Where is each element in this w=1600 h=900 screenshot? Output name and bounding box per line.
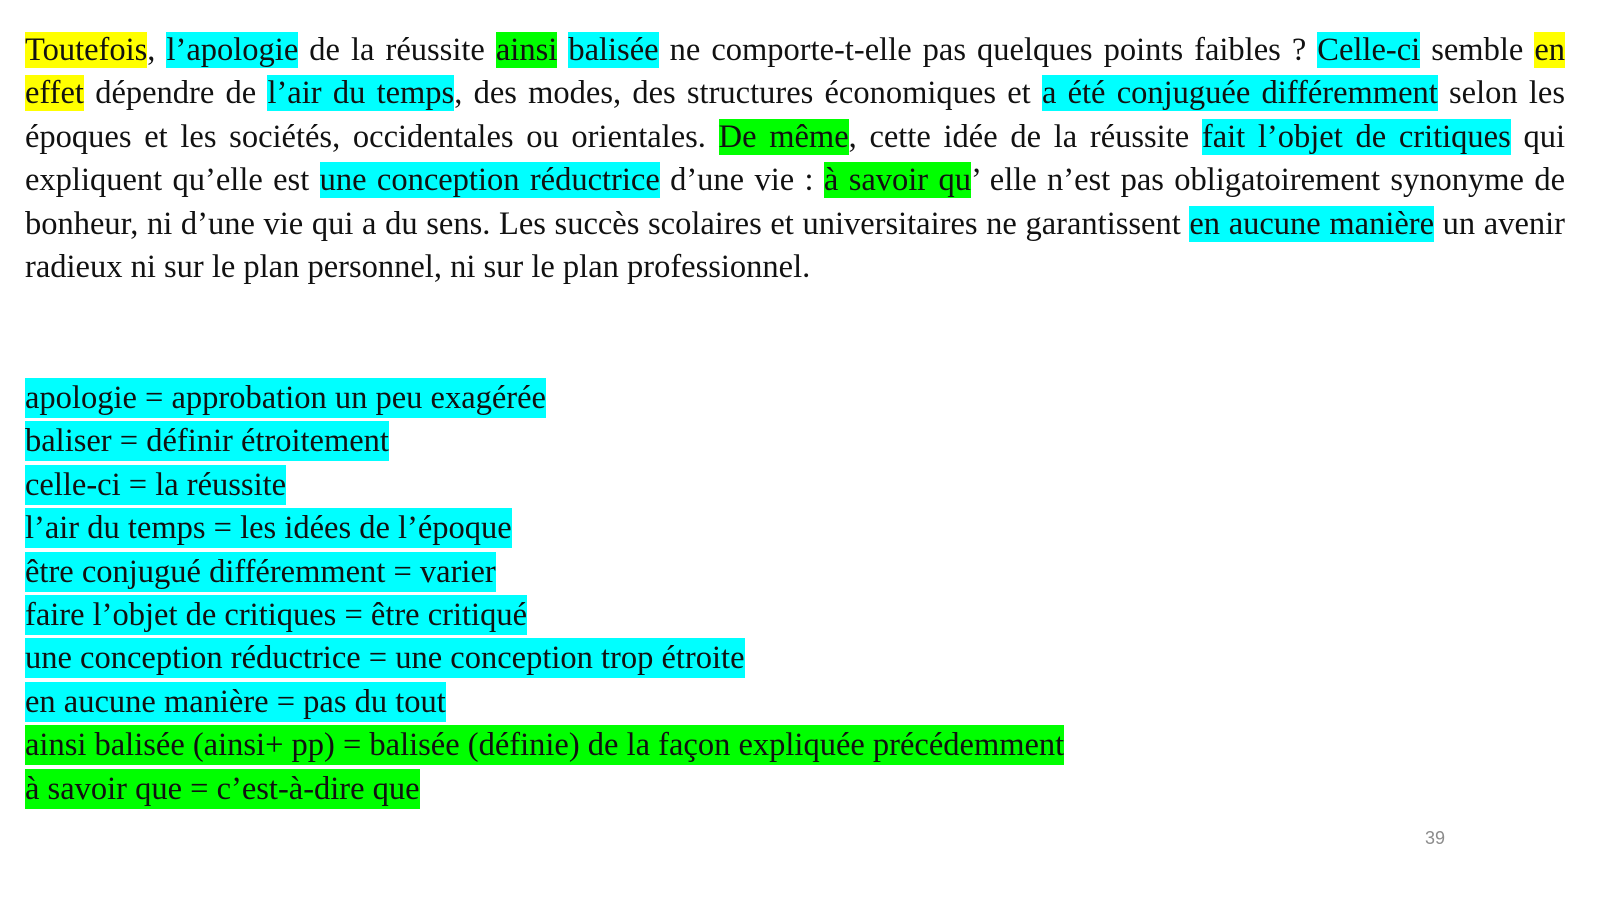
glossary-item: [25, 420, 1064, 463]
text-run: qui expliquent qu’elle est: [25, 118, 1565, 199]
glossary-item: [25, 377, 1064, 420]
text-run: de la réussite: [298, 32, 496, 68]
highlight-connector: Toutefois: [25, 32, 148, 68]
page-number: 39: [1425, 828, 1446, 848]
main-paragraph: [25, 29, 1565, 289]
glossary-entry: celle-ci = la réussite: [25, 466, 287, 503]
glossary-entry: l’air du temps = les idées de l’époque: [25, 510, 512, 547]
glossary-entry: faire l’objet de critiques = être critiqué: [25, 596, 527, 633]
glossary-entry: baliser = définir étroitement: [25, 423, 389, 460]
text-run: ,: [147, 32, 167, 68]
glossary-item: [25, 594, 1064, 637]
glossary-entry: à savoir que = c’est-à-dire que: [25, 770, 420, 807]
highlight-vocabulary: Celle-ci: [1317, 32, 1421, 68]
glossary-item: [25, 681, 1064, 724]
highlight-vocabulary: l’apologie: [166, 32, 299, 68]
highlight-vocabulary: en aucune manière: [1189, 205, 1435, 242]
glossary-item: [25, 507, 1064, 550]
highlight-grammar: à savoir qu: [823, 162, 971, 199]
glossary-item: [25, 724, 1064, 767]
text-run: ne comporte-t-elle pas quelques points faibles ?: [658, 32, 1318, 68]
highlight-grammar: De même: [718, 118, 849, 155]
text-run: un avenir radieux ni sur le plan personnel, ni sur le plan professionnel.: [25, 205, 1566, 286]
text-run: selon les époques et les sociétés, occidentales ou orientales.: [25, 75, 1565, 155]
glossary-entry: une conception réductrice = une conception trop étroite: [25, 640, 745, 677]
text-run: ’ elle n’est pas obligatoirement synonyme de bonheur, ni d’une vie qui a du sens. Les succès scolaires et universitaires ne garantissent: [25, 162, 1566, 242]
text-run: d’une vie :: [659, 162, 824, 199]
glossary-entry: en aucune manière = pas du tout: [25, 683, 446, 720]
glossary-list: [25, 377, 1064, 811]
text-run: [557, 32, 568, 68]
glossary-item: [25, 464, 1064, 507]
glossary-item: [25, 768, 1064, 811]
highlight-vocabulary: l’air du temps: [267, 75, 455, 112]
glossary-entry: ainsi balisée (ainsi+ pp) = balisée (définie) de la façon expliquée précédemment: [25, 727, 1065, 764]
text-run: , cette idée de la réussite: [848, 118, 1202, 155]
highlight-vocabulary: fait l’objet de critiques: [1201, 118, 1511, 155]
text-run: semble: [1420, 32, 1535, 68]
highlight-vocabulary: une conception réductrice: [319, 162, 660, 199]
glossary-item: [25, 551, 1064, 594]
glossary-entry: être conjugué différemment = varier: [25, 553, 496, 590]
text-run: dépendre de: [83, 75, 268, 112]
glossary-entry: apologie = approbation un peu exagérée: [25, 380, 546, 416]
glossary-item: [25, 637, 1064, 680]
highlight-grammar: ainsi: [495, 32, 558, 68]
highlight-connector: en effet: [25, 32, 1566, 112]
highlight-vocabulary: balisée: [568, 32, 659, 68]
highlight-vocabulary: a été conjuguée différemment: [1041, 75, 1438, 112]
text-run: , des modes, des structures économiques et: [454, 75, 1042, 112]
